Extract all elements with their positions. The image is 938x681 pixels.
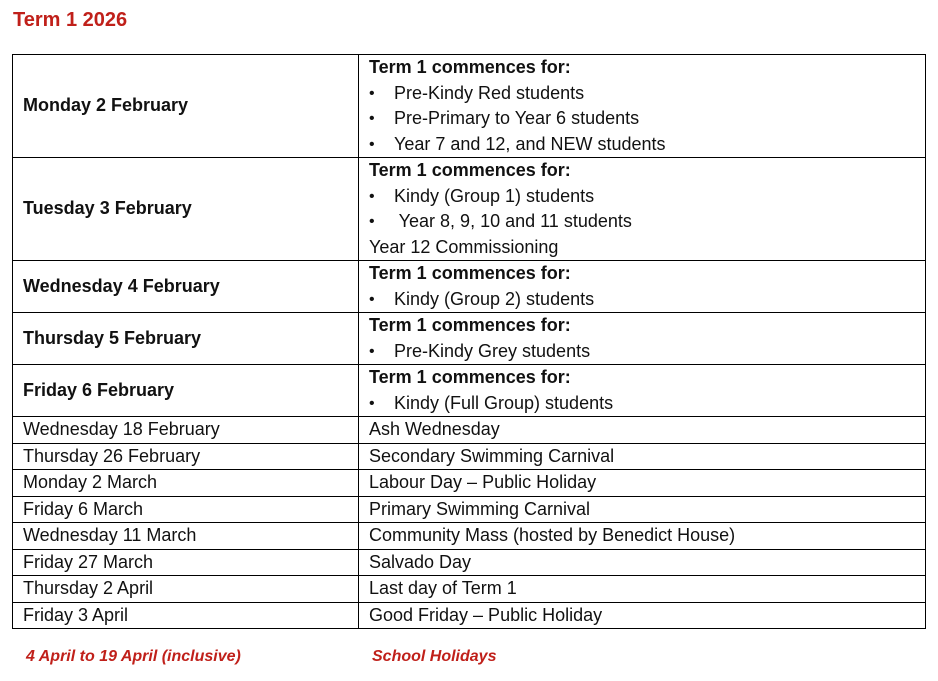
date-cell: Tuesday 3 February bbox=[13, 158, 359, 261]
table-row bbox=[13, 523, 926, 550]
commence-heading: Term 1 commences for: bbox=[369, 315, 571, 335]
table-row bbox=[13, 443, 926, 470]
bullet-list bbox=[369, 339, 915, 365]
event-cell: Labour Day – Public Holiday bbox=[359, 470, 926, 497]
table-row bbox=[13, 602, 926, 629]
table-row bbox=[13, 55, 926, 158]
date-cell: Friday 3 April bbox=[13, 602, 359, 629]
commence-heading: Term 1 commences for: bbox=[369, 160, 571, 180]
list-item: • Year 7 and 12, and NEW students bbox=[369, 132, 915, 158]
bullet-list bbox=[369, 81, 915, 158]
table-row bbox=[13, 496, 926, 523]
event-cell bbox=[359, 313, 926, 365]
list-item: • Year 8, 9, 10 and 11 students bbox=[369, 209, 915, 235]
event-cell: Salvado Day bbox=[359, 549, 926, 576]
commence-heading: Term 1 commences for: bbox=[369, 57, 571, 77]
list-item: • Kindy (Full Group) students bbox=[369, 391, 915, 417]
event-cell: Last day of Term 1 bbox=[359, 576, 926, 603]
table-row bbox=[13, 261, 926, 313]
list-item: • Pre-Primary to Year 6 students bbox=[369, 106, 915, 132]
table-row bbox=[13, 576, 926, 603]
date-cell: Thursday 2 April bbox=[13, 576, 359, 603]
event-cell: Community Mass (hosted by Benedict House) bbox=[359, 523, 926, 550]
event-cell bbox=[359, 55, 926, 158]
table-row bbox=[13, 417, 926, 444]
date-cell: Wednesday 4 February bbox=[13, 261, 359, 313]
date-cell: Friday 27 March bbox=[13, 549, 359, 576]
bullet-list bbox=[369, 184, 915, 235]
list-item: • Kindy (Group 2) students bbox=[369, 287, 915, 313]
table-row bbox=[13, 313, 926, 365]
holiday-label: School Holidays bbox=[372, 648, 497, 665]
event-cell: Secondary Swimming Carnival bbox=[359, 443, 926, 470]
extra-note: Year 12 Commissioning bbox=[369, 236, 559, 257]
date-cell: Wednesday 18 February bbox=[13, 417, 359, 444]
event-cell bbox=[359, 261, 926, 313]
commence-heading: Term 1 commences for: bbox=[369, 367, 571, 387]
event-cell: Primary Swimming Carnival bbox=[359, 496, 926, 523]
date-cell: Monday 2 February bbox=[13, 55, 359, 158]
date-cell: Monday 2 March bbox=[13, 470, 359, 497]
list-item: • Pre-Kindy Red students bbox=[369, 81, 915, 107]
page-title: Term 1 2026 bbox=[13, 9, 128, 31]
date-cell: Thursday 5 February bbox=[13, 313, 359, 365]
date-cell: Friday 6 February bbox=[13, 365, 359, 417]
list-item: • Pre-Kindy Grey students bbox=[369, 339, 915, 365]
table-row bbox=[13, 365, 926, 417]
date-cell: Thursday 26 February bbox=[13, 443, 359, 470]
bullet-list bbox=[369, 391, 915, 417]
list-item: • Kindy (Group 1) students bbox=[369, 184, 915, 210]
holiday-dates: 4 April to 19 April (inclusive) bbox=[26, 648, 241, 665]
table-row bbox=[13, 470, 926, 497]
event-cell: Ash Wednesday bbox=[359, 417, 926, 444]
event-cell: Good Friday – Public Holiday bbox=[359, 602, 926, 629]
event-cell bbox=[359, 158, 926, 261]
date-cell: Friday 6 March bbox=[13, 496, 359, 523]
term-calendar-table bbox=[12, 54, 926, 629]
commence-heading: Term 1 commences for: bbox=[369, 263, 571, 283]
table-row bbox=[13, 158, 926, 261]
event-cell bbox=[359, 365, 926, 417]
date-cell: Wednesday 11 March bbox=[13, 523, 359, 550]
bullet-list bbox=[369, 287, 915, 313]
table-row bbox=[13, 549, 926, 576]
